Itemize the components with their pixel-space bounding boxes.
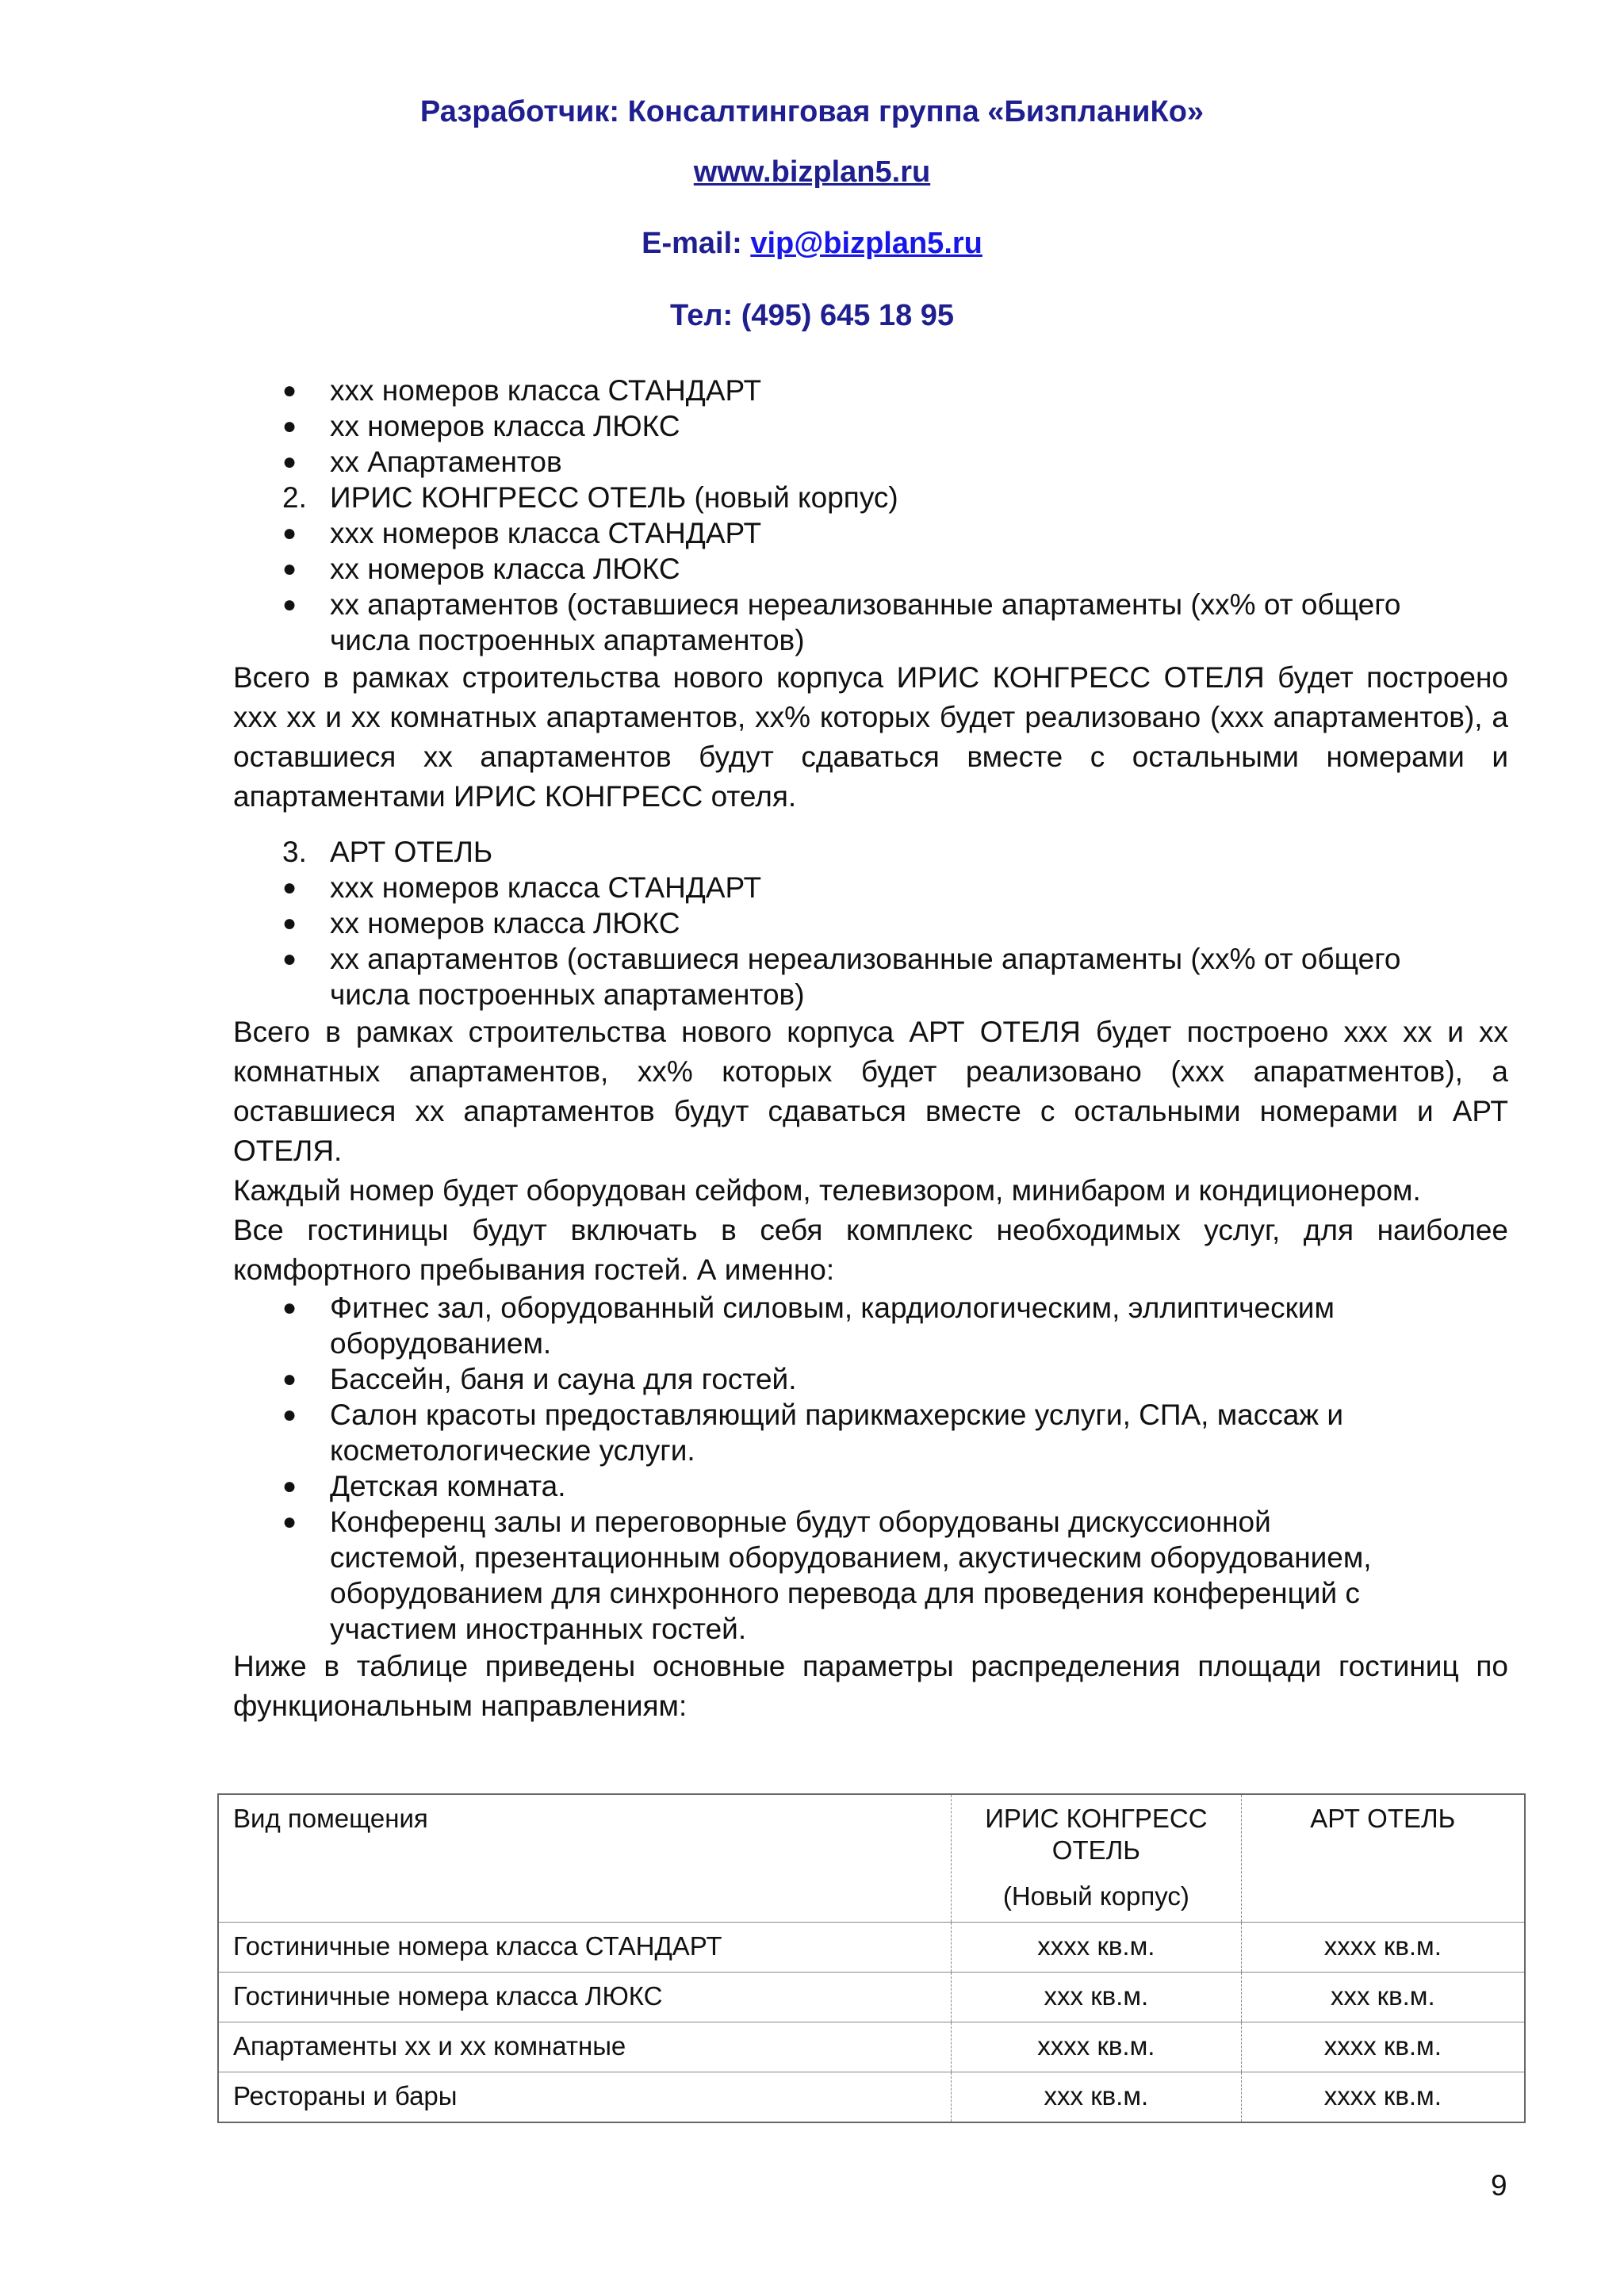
bullet-icon: ● bbox=[282, 1295, 297, 1321]
cell-iris-area: хххх кв.м. bbox=[952, 1923, 1241, 1973]
list-item: ● Бассейн, баня и сауна для гостей. bbox=[282, 1363, 797, 1395]
bullet-icon: ● bbox=[282, 1509, 297, 1535]
paragraph-table-intro: Ниже в таблице приведены основные параметры распределения площади гостиниц по функциональным направлениям: bbox=[233, 1650, 1508, 1722]
bullet-icon: ● bbox=[282, 520, 297, 546]
list-item: ● ххх номеров класса СТАНДАРТ bbox=[282, 517, 762, 549]
numbered-item-2: 2. ИРИС КОНГРЕСС ОТЕЛЬ (новый корпус) bbox=[282, 481, 898, 514]
list-item: ● ххх номеров класса СТАНДАРТ bbox=[282, 871, 762, 904]
list-item: ● хх номеров класса ЛЮКС bbox=[282, 410, 680, 442]
numbered-item-3: 3. АРТ ОТЕЛЬ bbox=[282, 836, 493, 868]
bullet-list-iris-existing bbox=[233, 373, 1508, 480]
list-item: ● хх номеров класса ЛЮКС bbox=[282, 553, 680, 585]
paragraph-room-equipment: Каждый номер будет оборудован сейфом, телевизором, минибаром и кондиционером. bbox=[233, 1174, 1421, 1207]
website-link[interactable]: www.bizplan5.ru bbox=[693, 155, 931, 189]
list-item: ● Детская комната. bbox=[282, 1470, 566, 1502]
cell-art-area: хххх кв.м. bbox=[1241, 2072, 1525, 2123]
table-row bbox=[218, 1973, 1525, 2022]
cell-art-area: хххх кв.м. bbox=[1241, 2022, 1525, 2072]
cell-iris-area: ххх кв.м. bbox=[952, 1973, 1241, 2022]
header-cell-iris bbox=[952, 1794, 1241, 1923]
header-iris-sub: (Новый корпус) bbox=[1002, 1881, 1189, 1911]
item-number: 2. bbox=[282, 481, 307, 514]
header-iris-name: ИРИС КОНГРЕСС ОТЕЛЬ bbox=[985, 1804, 1208, 1865]
bullet-list-art bbox=[233, 870, 1508, 1012]
list-item: ● Фитнес зал, оборудованный силовым, кардиологическим, эллиптическим оборудованием. bbox=[282, 1292, 1335, 1360]
bullet-icon: ● bbox=[282, 449, 297, 475]
header-email bbox=[0, 227, 1624, 261]
table-row bbox=[218, 1923, 1525, 1973]
paragraph-services-intro: Все гостиницы будут включать в себя комплекс необходимых услуг, для наиболее комфортного пребывания гостей. А именно: bbox=[233, 1214, 1508, 1286]
cell-iris-area: хххх кв.м. bbox=[952, 2022, 1241, 2072]
bullet-list-iris-new bbox=[233, 515, 1508, 658]
item-number: 3. bbox=[282, 836, 307, 868]
cell-room-type: Рестораны и бары bbox=[218, 2072, 952, 2123]
cell-art-area: ххх кв.м. bbox=[1241, 1973, 1525, 2022]
bullet-icon: ● bbox=[282, 556, 297, 582]
cell-room-type: Гостиничные номера класса СТАНДАРТ bbox=[218, 1923, 952, 1973]
header-developer: Разработчик: Консалтинговая группа «БизпланиКо» bbox=[419, 95, 1205, 128]
page-number: 9 bbox=[1491, 2169, 1507, 2202]
table-header-row bbox=[218, 1794, 1525, 1923]
bullet-icon: ● bbox=[282, 946, 297, 972]
bullet-icon: ● bbox=[282, 1473, 297, 1499]
list-item: ● ххх номеров класса СТАНДАРТ bbox=[282, 374, 762, 407]
header-website bbox=[0, 155, 1624, 189]
bullet-icon: ● bbox=[282, 377, 297, 404]
bullet-icon: ● bbox=[282, 413, 297, 439]
cell-art-area: хххх кв.м. bbox=[1241, 1923, 1525, 1973]
email-link[interactable]: vip@bizplan5.ru bbox=[750, 227, 982, 260]
table-row bbox=[218, 2022, 1525, 2072]
bullet-icon: ● bbox=[282, 1366, 297, 1392]
area-distribution-table bbox=[217, 1793, 1526, 2123]
document-body bbox=[233, 373, 1508, 1726]
services-list bbox=[233, 1290, 1508, 1647]
list-item: ● хх номеров класса ЛЮКС bbox=[282, 907, 680, 939]
bullet-icon: ● bbox=[282, 591, 297, 618]
list-item: ● Конференц залы и переговорные будут оборудованы дискуссионной системой, презентационным оборудованием, акустическим оборудованием, оборудованием для синхронного перевода для проведения конференций с участием иностранных гостей. bbox=[282, 1506, 1372, 1645]
list-item: ● хх апартаментов (оставшиеся нереализованные апартаменты (хх% от общего числа построенных апартаментов) bbox=[282, 588, 1401, 656]
header-cell-art: АРТ ОТЕЛЬ bbox=[1241, 1794, 1525, 1923]
cell-iris-area: ххх кв.м. bbox=[952, 2072, 1241, 2123]
paragraph-art-summary: Всего в рамках строительства нового корпуса АРТ ОТЕЛЯ будет построено ххх хх и хх комнатных апартаментов, хх% которых будет реализовано (ххх апаратментов), а оставшиеся хх апартаментов будут сдаваться вместе с остальными номерами и АРТ ОТЕЛЯ. bbox=[233, 1016, 1508, 1167]
list-item: ● хх апартаментов (оставшиеся нереализованные апартаменты (хх% от общего числа построенных апартаментов) bbox=[282, 943, 1401, 1011]
table-row bbox=[218, 2072, 1525, 2123]
header-cell-room-type: Вид помещения bbox=[218, 1794, 952, 1923]
paragraph-iris-summary: Всего в рамках строительства нового корпуса ИРИС КОНГРЕСС ОТЕЛЯ будет построено ххх хх и хх комнатных апартаментов, хх% которых будет реализовано (ххх апартаментов), а оставшиеся хх апартаментов будут сдаваться вместе с остальными номерами и апартаментами ИРИС КОНГРЕСС отеля. bbox=[233, 661, 1508, 813]
cell-room-type: Гостиничные номера класса ЛЮКС bbox=[218, 1973, 952, 2022]
bullet-icon: ● bbox=[282, 910, 297, 936]
header-phone: Тел: (495) 645 18 95 bbox=[669, 299, 955, 332]
email-label: E-mail: bbox=[642, 227, 751, 260]
list-item: ● хх Апартаментов bbox=[282, 446, 562, 478]
bullet-icon: ● bbox=[282, 874, 297, 901]
list-item: ● Салон красоты предоставляющий парикмахерские услуги, СПА, массаж и косметологические услуги. bbox=[282, 1399, 1343, 1467]
cell-room-type: Апартаменты хх и хх комнатные bbox=[218, 2022, 952, 2072]
bullet-icon: ● bbox=[282, 1402, 297, 1428]
